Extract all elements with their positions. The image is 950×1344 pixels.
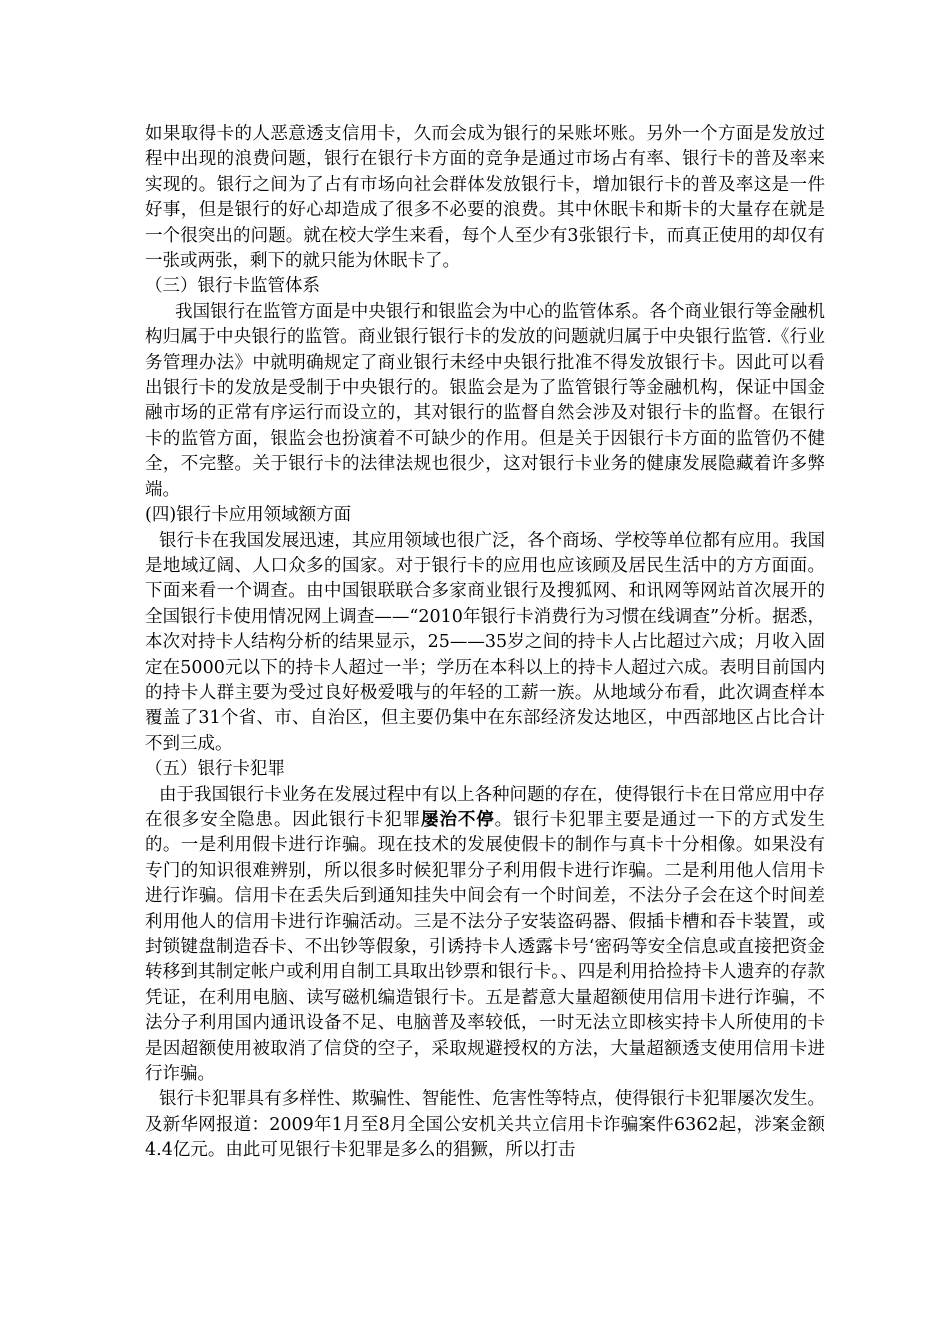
paragraph-bank-card-waste: 如果取得卡的人恶意透支信用卡，久而会成为银行的呆账坏账。另外一个方面是发放过程中出现的浪费问题，银行在银行卡方面的竞争是通过市场占有率、银行卡的普及率来实现的。银行之间为了占有市场向社会群体发放银行卡，增加银行卡的普及率这是一件好事，但是银行的好心却造成了很多不必要的浪费。其中休眠卡和斯卡的大量存在就是一个很突出的问题。就在校大学生来看，每个人至少有3张银行卡，而真正使用的却仅有一张或两张，剩下的就只能为休眠卡了。 [145,124,825,272]
crime-methods-text-rest: 。银行卡犯罪主要是通过一下的方式发生的。一是利用假卡进行诈骗。现在技术的发展使假卡的制作与真卡十分相像。如果没有专门的知识很难辨别，所以很多时候犯罪分子利用假卡进行诈骗。二是利用他人信用卡进行诈骗。信用卡在丢失后到通知挂失中间会有一个时间差，不法分子会在这个时间差利用他人的信用卡进行诈骗活动。三是不法分子安装盗码器、假插卡槽和吞卡装置，或封锁键盘制造吞卡、不出钞等假象，引诱持卡人透露卡号‘密码等安全信息或直接把资金转移到其制定帐户或利用自制工具取出钞票和银行卡。、四是利用拾捡持卡人遗弃的存款凭证，在利用电脑、读写磁机编造银行卡。五是蓄意大量超额使用信用卡进行诈骗，不法分子利用国内通讯设备不足、电脑普及率较低，一时无法立即核实持卡人所使用的卡是因超额使用被取消了信贷的空子，采取规避授权的方法，大量超额透支使用信用卡进行诈骗。 [145,809,826,1085]
crime-methods-text-start: 由于我国银行卡业务在发展过程中有以上各种问题的存在，使得银行卡在日常应用中存在很多安全隐患。因此银行卡犯罪 [145,784,825,830]
paragraph-regulation-system: 我国银行在监管方面是中央银行和银监会为中心的监管体系。各个商业银行等金融机构归属于中央银行的监管。商业银行银行卡的发放的问题就归属于中央银行监管.《行业务管理办法》中就明确规定了商业银行未经中央银行批准不得发放银行卡。因此可以看出银行卡的发放是受制于中央银行的。银监会是为了监管银行等金融机构，保证中国金融市场的正常有序运行而设立的，其对银行的监督自然会涉及对银行卡的监督。在银行卡的监管方面，银监会也扮演着不可缺少的作用。但是关于因银行卡方面的监管仍不健全，不完整。关于银行卡的法律法规也很少，这对银行卡业务的健康发展隐藏着许多弊端。 [145,301,825,500]
bold-phrase: 屡治不停 [421,809,495,830]
document-body [145,122,825,1164]
paragraph-crime-characteristics: 银行卡犯罪具有多样性、欺骗性、智能性、危害性等特点，使得银行卡犯罪屡次发生。及新华网报道：2009年1月至8月全国公安机关共立信用卡诈骗案件6362起，涉案金额4.4亿元。由此可见银行卡犯罪是多么的猖獗，所以打击 [145,1089,825,1161]
section-heading-regulation: （三）银行卡监管体系 [145,276,320,297]
paragraph-crime-methods [145,783,825,1088]
section-heading-bank-card-crime: （五）银行卡犯罪 [145,759,285,780]
section-heading-application-fields: (四)银行卡应用领域额方面 [145,505,352,526]
paragraph-application-survey: 银行卡在我国发展迅速，其应用领域也很广泛，各个商场、学校等单位都有应用。我国是地域辽阔、人口众多的国家。对于银行卡的应用也应该顾及居民生活中的方方面面。下面来看一个调查。由中国银联联合多家商业银行及搜狐网、和讯网等网站首次展开的全国银行卡使用情况网上调查——“2010年银行卡消费行为习惯在线调查”分析。据悉，本次对持卡人结构分析的结果显示，25——35岁之间的持卡人占比超过六成；月收入固定在5000元以下的持卡人超过一半；学历在本科以上的持卡人超过六成。表明目前国内的持卡人群主要为受过良好极爱哦与的年轻的工薪一族。从地域分布看，此次调查样本覆盖了31个省、市、自治区，但主要仍集中在东部经济发达地区，中西部地区占比合计不到三成。 [145,530,825,754]
